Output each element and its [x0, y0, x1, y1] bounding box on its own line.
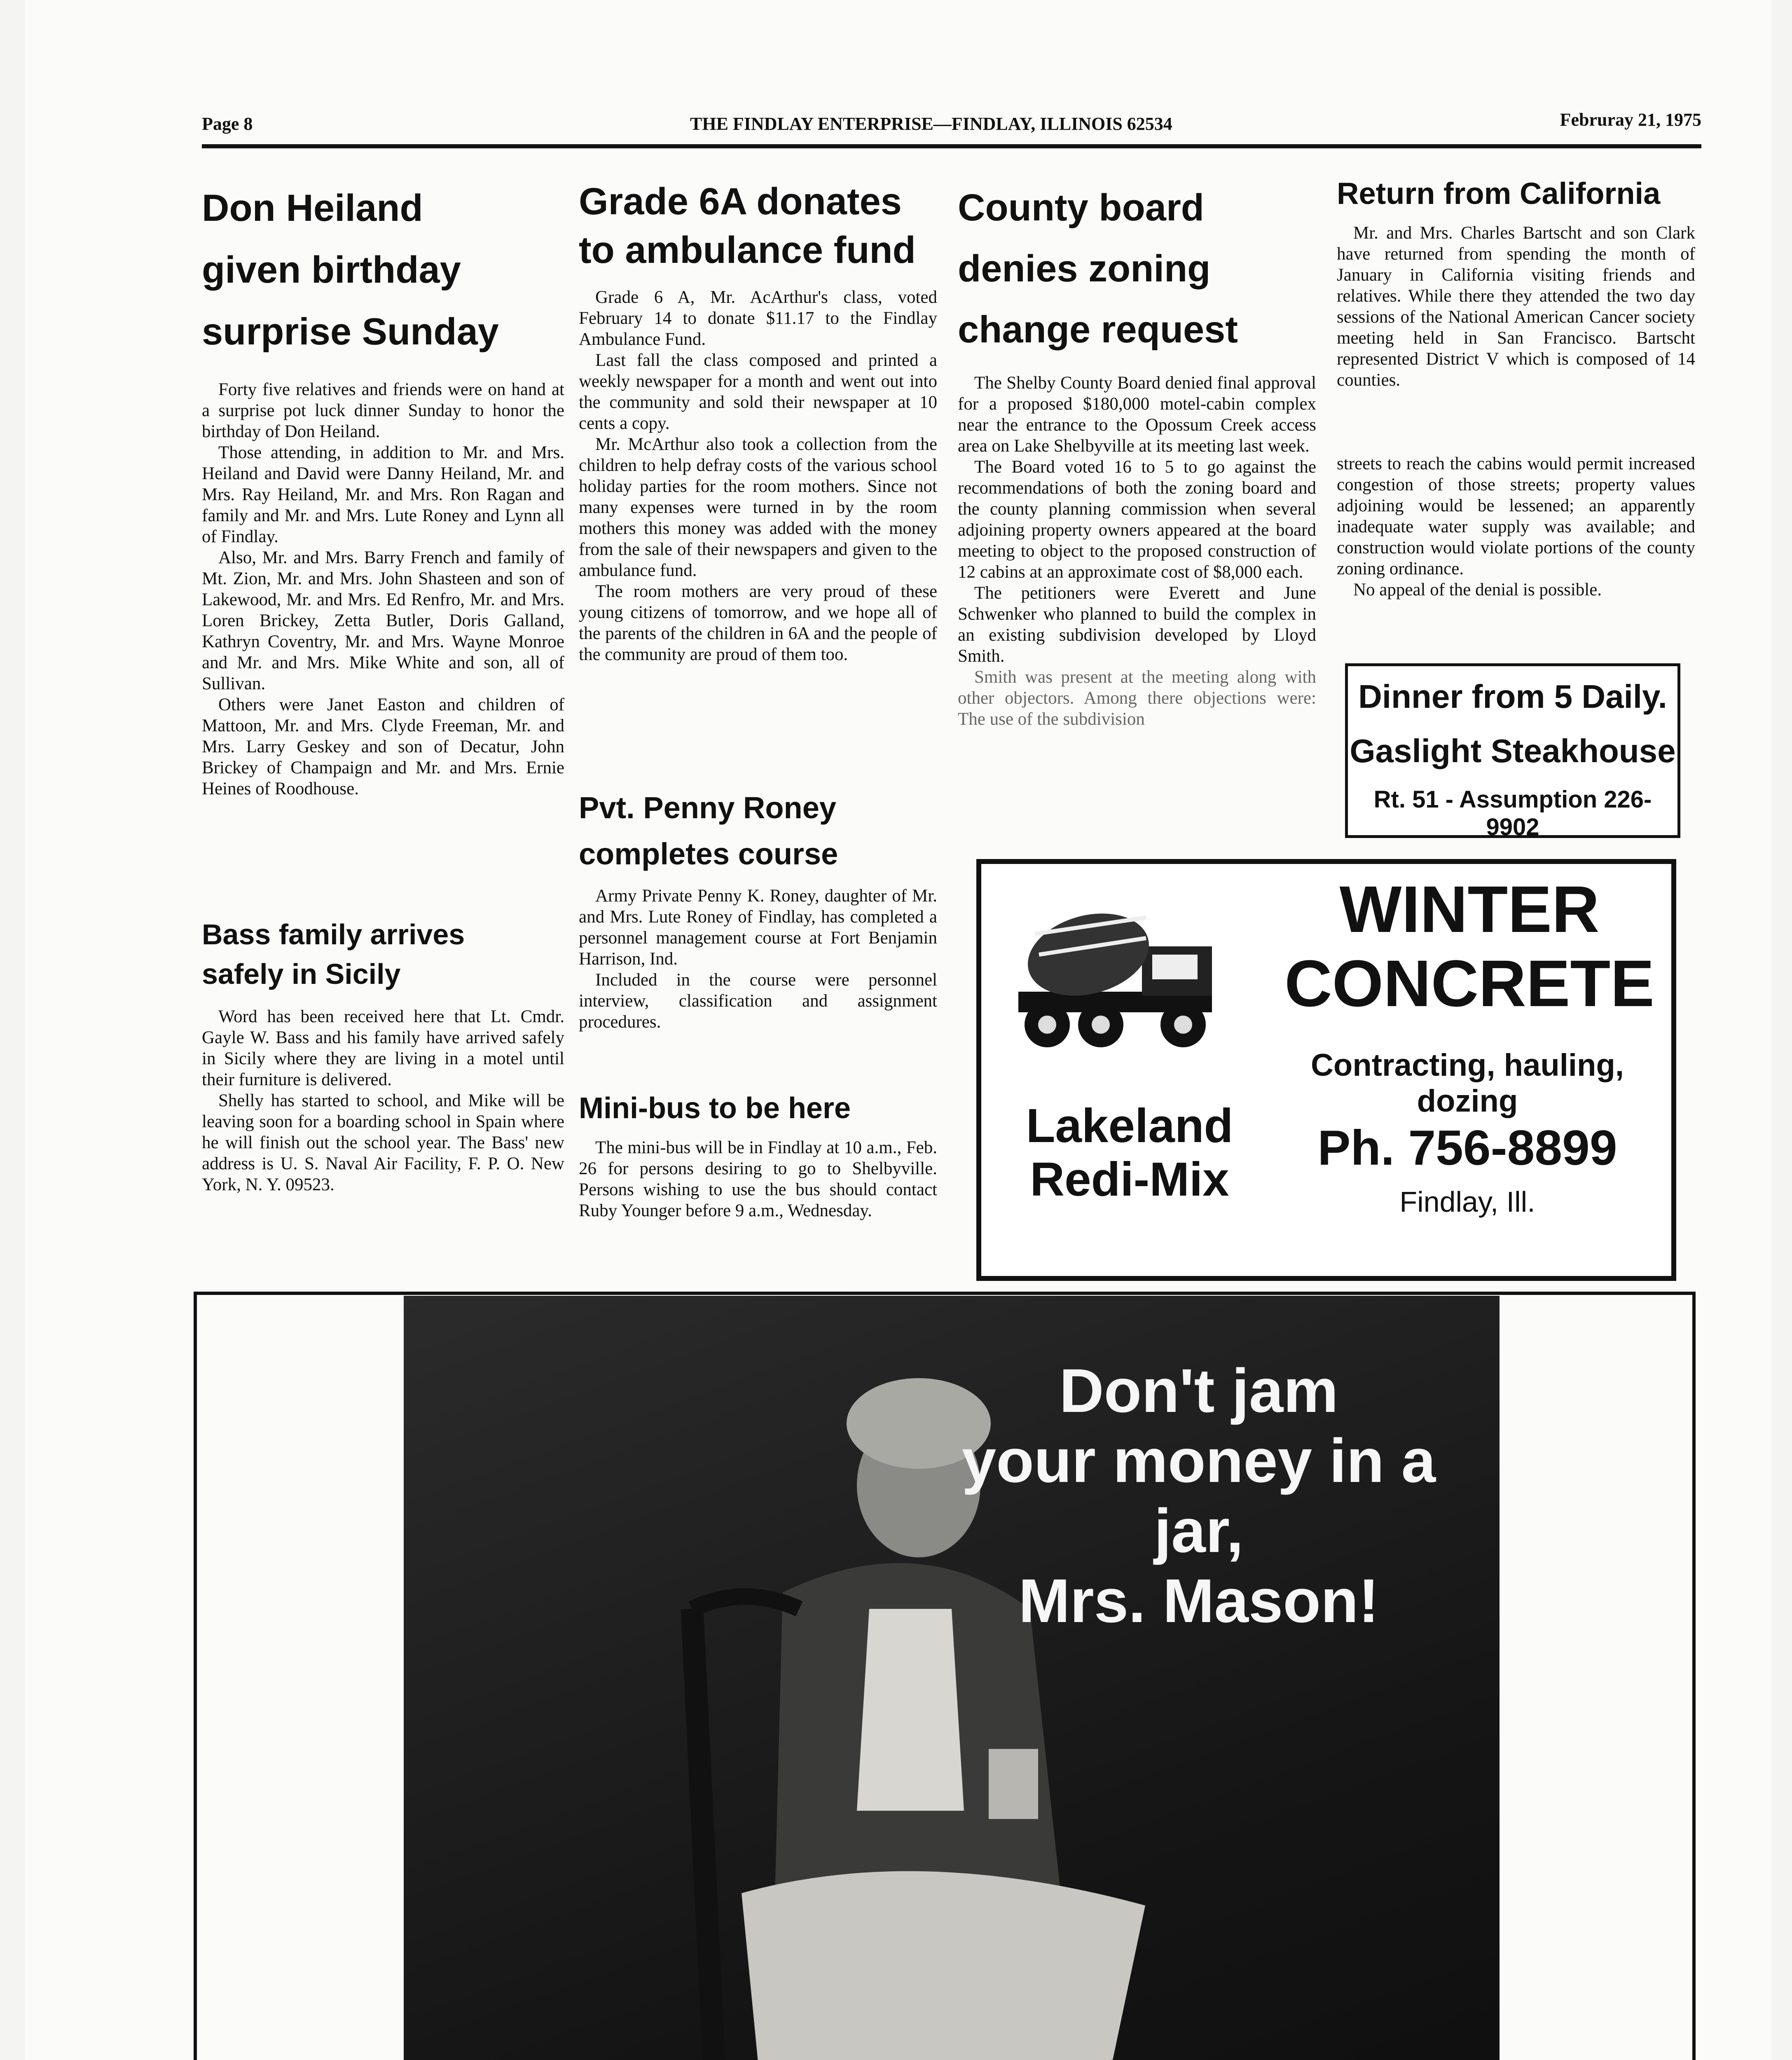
headline-grade6a-1: Grade 6A donates [579, 180, 902, 222]
masthead [202, 105, 1701, 138]
ad-headline-line3: Mrs. Mason! [1018, 1566, 1379, 1635]
paragraph: Included in the course were personnel interview, classification and assignment procedures. [579, 970, 937, 1032]
gaslight-line2: Gaslight Steakhouse [1350, 733, 1676, 769]
article-body [202, 379, 564, 799]
paragraph: Forty five relatives and friends were on hand at a surprise pot luck dinner Sunday to honor the birthday of Don Heiland. [202, 380, 564, 441]
paragraph: Others were Janet Easton and children of Mattoon, Mr. and Mrs. Clyde Freeman, Mr. and Mrs. Larry Geskey and son of Decatur, John Brickey of Champaign and Mr. and Mrs. Ernie Heines of Roodhouse. [202, 695, 564, 798]
article-minibus [579, 1088, 937, 1221]
headline-county-3: change request [958, 309, 1238, 351]
ad-gaslight [1345, 663, 1680, 838]
paragraph: No appeal of the denial is possible. [1353, 580, 1602, 599]
headline-california: Return from California [1337, 176, 1661, 211]
lakeland-name-2: Redi-Mix [1030, 1152, 1229, 1206]
article-heiland [202, 177, 564, 799]
headline-heiland-1: Don Heiland [202, 187, 423, 229]
lakeland-title-1: WINTER [1339, 872, 1600, 946]
article-body [579, 1137, 937, 1221]
article-body [579, 287, 937, 665]
gaslight-line3: Rt. 51 - Assumption 226-9902 [1373, 786, 1652, 840]
headline-heiland-2: given birthday [202, 249, 461, 291]
ad-lakeland-redi-mix [976, 859, 1676, 1281]
article-california [1337, 173, 1695, 391]
paragraph: Grade 6 A, Mr. AcArthur's class, voted February 14 to donate $11.17 to the Findlay Ambulance Fund. [579, 288, 937, 349]
paragraph: Mr. McArthur also took a collection from the children to help defray costs of the various school holiday parties for the room mothers. Since not many expenses were turned in by the room mothers this money was added with the money from the sale of their newspapers and given to the ambulance fund. [579, 435, 937, 580]
paragraph: Smith was present at the meeting along with other objectors. Among there objections were: The use of the subdivision [958, 667, 1316, 729]
paragraph: The petitioners were Everett and June Schwenker who planned to build the complex in an existing subdivision developed by Lloyd Smith. [958, 583, 1316, 666]
paper-name: THE FINDLAY ENTERPRISE—FINDLAY, ILLINOIS 62534 [690, 114, 1172, 134]
article-roney [579, 785, 937, 1032]
lakeland-phone: Ph. 756-8899 [1317, 1120, 1617, 1175]
headline-grade6a-2: to ambulance fund [579, 229, 916, 271]
article-body [202, 1006, 564, 1195]
ad-headline-line1: Don't jam [1059, 1356, 1338, 1425]
page-number: Page 8 [202, 114, 253, 134]
article-grade6a [579, 177, 937, 665]
headline-county-1: County board [958, 187, 1204, 229]
lakeland-services: Contracting, hauling, dozing [1311, 1048, 1624, 1119]
headline-heiland-3: surprise Sunday [202, 311, 499, 353]
headline-bass-1: Bass family arrives [202, 918, 465, 950]
paragraph: The room mothers are very proud of these young citizens of tomorrow, and we hope all of the parents of the children in 6A and the people of the community are proud of them too. [579, 582, 937, 664]
ad-headline [931, 1355, 1467, 1636]
masthead-rule [202, 144, 1701, 148]
paragraph: The mini-bus will be in Findlay at 10 a.m., Feb. 26 for persons desiring to go to Shelbyville. Persons wishing to use the bus should contact Ruby Younger before 9 a.m., Wednesday. [579, 1138, 937, 1220]
paragraph: The Shelby County Board denied final approval for a proposed $180,000 motel-cabin complex near the entrance to the Opossum Creek access area on Lake Shelbyville at its meeting last week. [958, 373, 1316, 456]
paragraph: Mr. and Mrs. Charles Bartscht and son Clark have returned from spending the month of January in California visiting friends and relatives. While there they attended the two day sessions of the National American Cancer society meeting held in San Francisco. Bartscht represented District V which is composed of 14 counties. [1337, 223, 1695, 390]
paragraph: Army Private Penny K. Roney, daughter of Mr. and Mrs. Lute Roney of Findlay, has completed a personnel management course at Fort Benjamin Harrison, Ind. [579, 886, 937, 969]
article-body [958, 372, 1316, 730]
article-county-continued [1337, 453, 1695, 600]
lakeland-title-2: CONCRETE [1284, 946, 1654, 1020]
article-county-board [958, 177, 1316, 730]
ad-headline-line2: your money in a jar, [962, 1426, 1436, 1565]
gaslight-line1: Dinner from 5 Daily. [1358, 678, 1667, 715]
article-body [579, 885, 937, 1032]
paragraph: Word has been received here that Lt. Cmdr. Gayle W. Bass and his family have arrived safely in Sicily where they are living in a motel until their furniture is delivered. [202, 1007, 564, 1089]
lakeland-city: Findlay, Ill. [1399, 1186, 1535, 1218]
headline-bass-2: safely in Sicily [202, 958, 401, 990]
article-bass [202, 915, 564, 1195]
concrete-truck-icon [1010, 893, 1224, 1066]
lakeland-name-1: Lakeland [1026, 1099, 1233, 1152]
paragraph: The Board voted 16 to 5 to go against the recommendations of both the zoning board and the county planning commission when several adjoining property owners appeared at the board meeting to object to the proposed construction of 12 cabins at an approximate cost of $8,000 each. [958, 457, 1316, 582]
ad-photo-mrs-mason [404, 1296, 1500, 2060]
paragraph: Shelly has started to school, and Mike will be leaving soon for a boarding school in Spain where he will finish out the school year. The Bass' new address is U. S. Naval Air Facility, F. P. O. New York, N. Y. 09523. [202, 1091, 564, 1194]
headline-roney-1: Pvt. Penny Roney [579, 791, 837, 825]
headline-county-2: denies zoning [958, 248, 1211, 290]
paragraph: Those attending, in addition to Mr. and Mrs. Heiland and David were Danny Heiland, Mr. and Mrs. Ray Heiland, Mr. and Mrs. Ron Ragan and family and Mr. and Mrs. Lute Roney and Lynn all of Findlay. [202, 443, 564, 546]
paragraph: Last fall the class composed and printed a weekly newspaper for a month and went out into the community and sold their newspaper at 10 cents a copy. [579, 351, 937, 433]
article-body [1337, 222, 1695, 391]
article-body [1337, 453, 1695, 600]
headline-minibus: Mini-bus to be here [579, 1092, 851, 1125]
issue-date: Februray 21, 1975 [1560, 110, 1701, 130]
paragraph: streets to reach the cabins would permit increased congestion of those streets; property values adjoining would be lessened; an apparently inadequate water supply was available; and construction would violate portions of the county zoning ordinance. [1337, 454, 1695, 578]
headline-roney-2: completes course [579, 837, 838, 871]
paragraph: Also, Mr. and Mrs. Barry French and family of Mt. Zion, Mr. and Mrs. John Shasteen and son of Lakewood, Mr. and Mrs. Ed Renfro, Mr. and Mrs. Loren Brickey, Zetta Butler, Doris Galland, Kathryn Coventry, Mr. and Mrs. Wayne Monroe and Mr. and Mrs. Mike White and son, all of Sullivan. [202, 548, 564, 693]
